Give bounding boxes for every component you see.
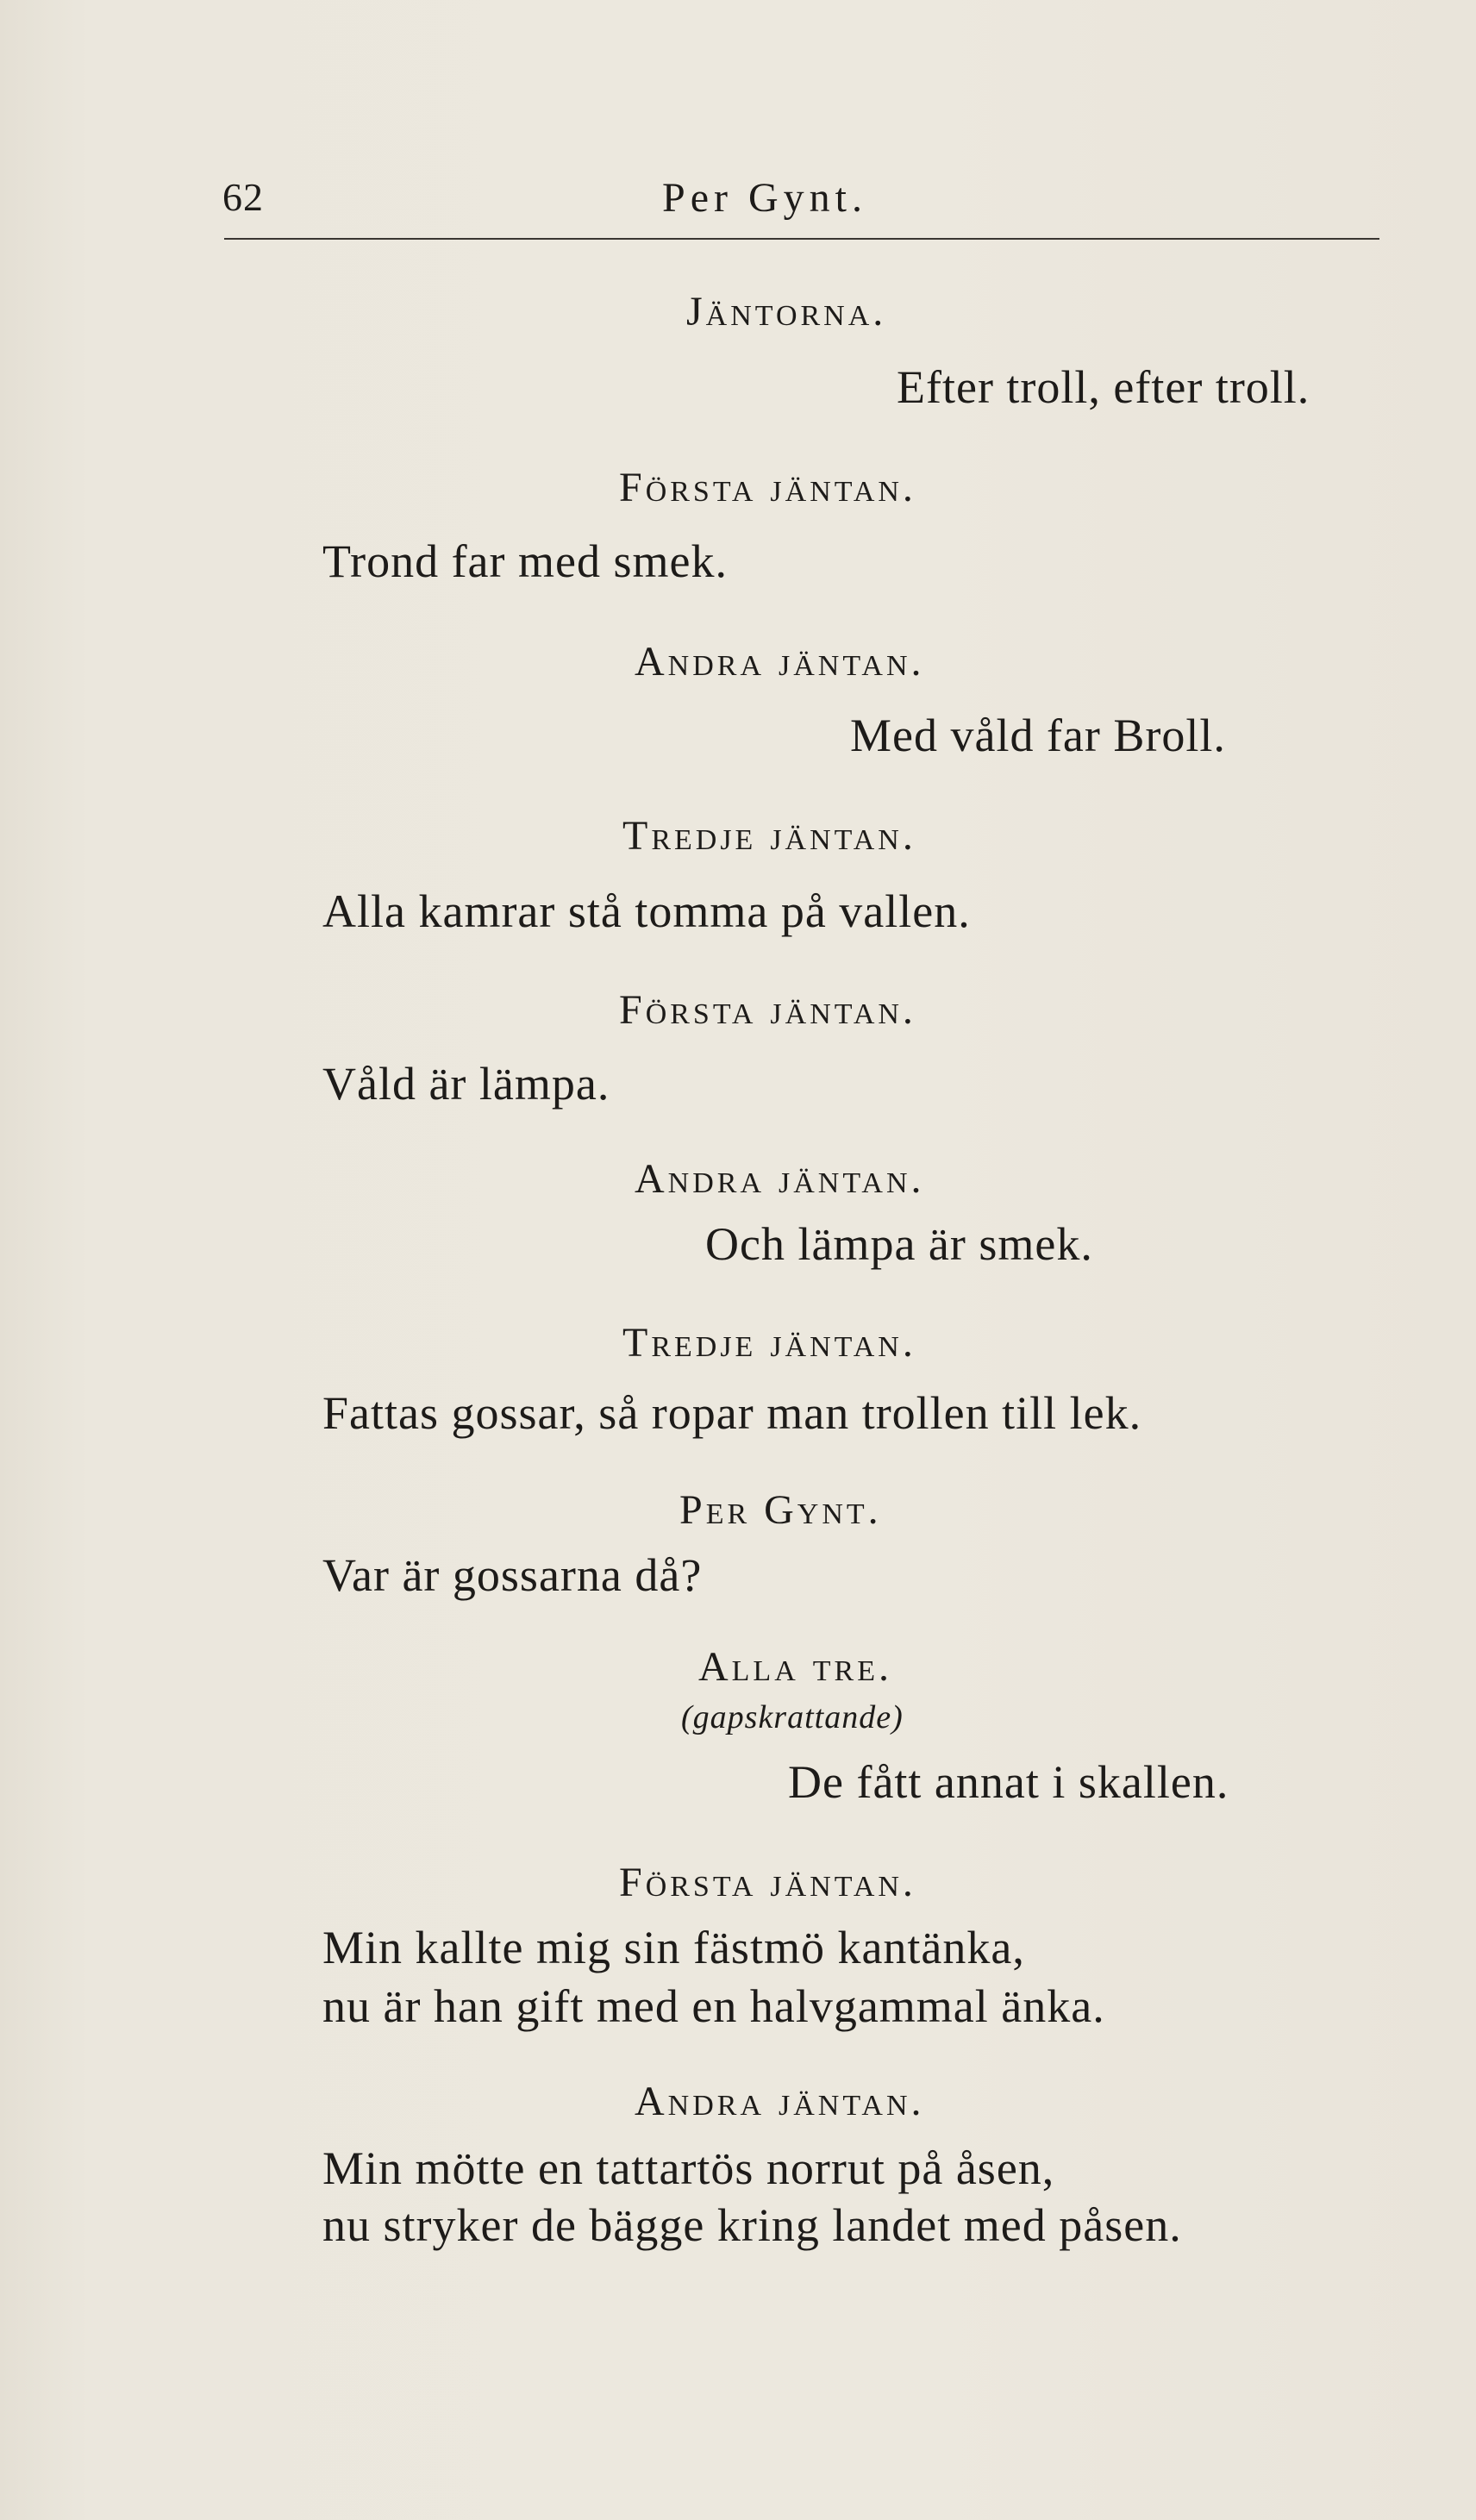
speaker-name: Första jäntan. bbox=[619, 987, 916, 1033]
speaker-name: Alla tre. bbox=[698, 1644, 892, 1690]
dialogue-line: Alla kamrar stå tomma på vallen. bbox=[322, 885, 971, 937]
dialogue-line: Våld är lämpa. bbox=[322, 1058, 610, 1110]
dialogue-line: Min mötte en tattartös norrut på åsen, bbox=[322, 2142, 1055, 2194]
speaker-name: Tredje jäntan. bbox=[622, 1320, 916, 1366]
speaker-name: Jäntorna. bbox=[686, 289, 887, 335]
speaker-name: Andra jäntan. bbox=[635, 1156, 925, 1202]
page-number: 62 bbox=[222, 175, 264, 219]
speaker-name: Andra jäntan. bbox=[635, 639, 925, 685]
running-title: Per Gynt. bbox=[662, 175, 867, 221]
dialogue-line: Fattas gossar, så ropar man trollen till lek. bbox=[322, 1387, 1142, 1439]
dialogue-line: Var är gossarna då? bbox=[322, 1549, 703, 1601]
speaker-name: Per Gynt. bbox=[679, 1487, 882, 1533]
dialogue-line: Och lämpa är smek. bbox=[705, 1218, 1093, 1270]
dialogue-line: nu är han gift med en halvgammal änka. bbox=[322, 1980, 1105, 2032]
stage-direction: (gapskrattande) bbox=[681, 1699, 904, 1735]
dialogue-line: nu stryker de bägge kring landet med påsen. bbox=[322, 2199, 1182, 2251]
dialogue-line: Trond far med smek. bbox=[322, 535, 728, 587]
header-rule bbox=[224, 238, 1379, 240]
speaker-name: Tredje jäntan. bbox=[622, 813, 916, 859]
speaker-name: Andra jäntan. bbox=[635, 2079, 925, 2124]
dialogue-line: Min kallte mig sin fästmö kantänka, bbox=[322, 1922, 1025, 1973]
speaker-name: Första jäntan. bbox=[619, 465, 916, 510]
dialogue-line: Efter troll, efter troll. bbox=[897, 361, 1310, 413]
speaker-name: Första jäntan. bbox=[619, 1860, 916, 1905]
dialogue-line: Med våld far Broll. bbox=[850, 710, 1226, 761]
dialogue-line: De fått annat i skallen. bbox=[788, 1756, 1229, 1808]
